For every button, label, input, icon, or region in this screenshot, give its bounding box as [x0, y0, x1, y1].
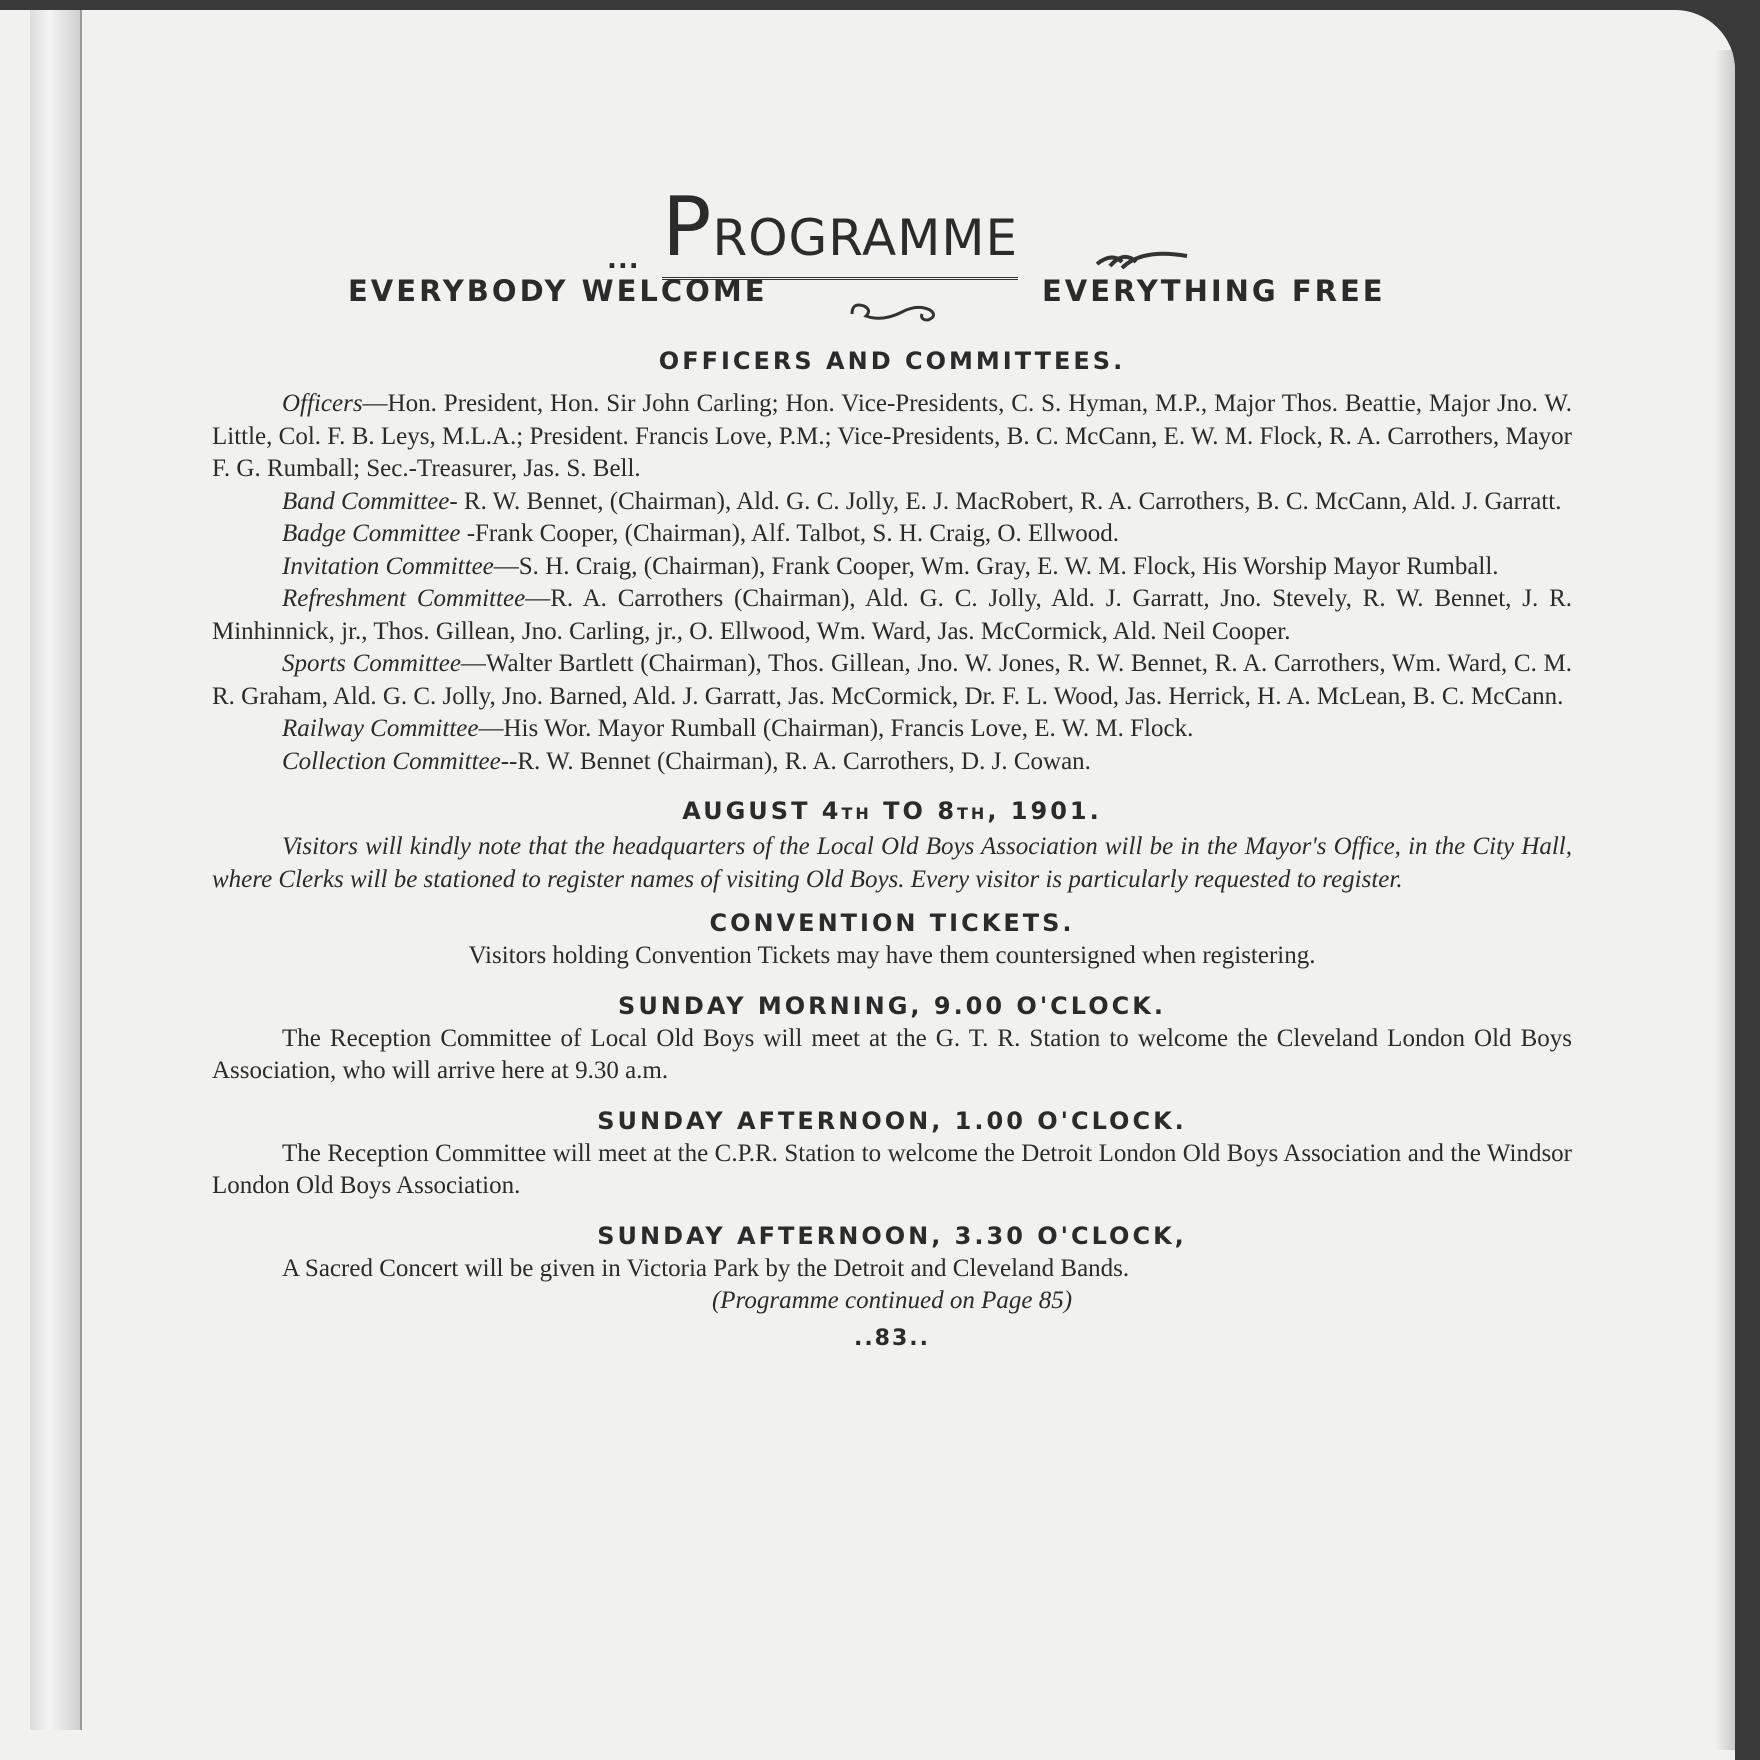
- tickets-text: Visitors holding Convention Tickets may have them countersigned when registering.: [468, 942, 1316, 969]
- event-heading: SUNDAY MORNING, 9.00 O'CLOCK.: [618, 991, 1166, 1020]
- book-binding: [30, 10, 82, 1730]
- committee-entry: Sports Committee—Walter Bartlett (Chairman), Thos. Gillean, Jno. W. Jones, R. W. Bennet, R. A. Carrothers, Wm. Ward, C. M. R. Graham, Ald. G. C. Jolly, Jno. Barned, Ald. J. Garratt, Jas. McCormick, Dr. F. L. Wood, Jas. Herrick, H. A. McLean, B. C. McCann.: [212, 650, 1572, 710]
- committee-entry: Invitation Committee—S. H. Craig, (Chairman), Frank Cooper, Wm. Gray, E. W. M. Flock, His Worship Mayor Rumball.: [282, 552, 1499, 580]
- title-rest: ROGRAMME: [712, 209, 1019, 267]
- visitors-note: Visitors will kindly note that the headquarters of the Local Old Boys Association will be in the Mayor's Office, in the City Hall, where Clerks will be stationed to register names of visiting Old Boys. Every visitor is particularly requested to register.: [212, 833, 1572, 893]
- event-text: The Reception Committee of Local Old Boys will meet at the G. T. R. Station to welcome the Cleveland London Old Boys Association, who will arrive here at 9.30 a.m.: [212, 1024, 1572, 1084]
- officers-heading: OFFICERS AND COMMITTEES.: [658, 347, 1126, 375]
- event-text: A Sacred Concert will be given in Victoria Park by the Detroit and Cleveland Bands.: [282, 1254, 1130, 1282]
- committee-entry: Refreshment Committee—R. A. Carrothers (Chairman), Ald. G. C. Jolly, Ald. J. Garratt, Jno. Stevely, R. W. Bennet, J. R. Minhinnick, jr., Thos. Gillean, Jno. Carling, jr., O. Ellwood, Wm. Ward, Jas. McCormick, Ald. Neil Cooper.: [212, 585, 1572, 645]
- page-edge: [1715, 50, 1735, 1750]
- event-text: The Reception Committee will meet at the C.P.R. Station to welcome the Detroit London Old Boys Association and the Windsor London Old Boys Association.: [212, 1139, 1572, 1199]
- page-number: ..83..: [853, 1325, 931, 1351]
- welcome-left: EVERYBODY WELCOME: [348, 274, 768, 308]
- title-dots: ...: [607, 245, 640, 275]
- continued-note: (Programme continued on Page 85): [711, 1287, 1073, 1314]
- welcome-row: [212, 274, 1572, 344]
- document-page: [0, 10, 1735, 1760]
- dates-heading: AUGUST 4TH TO 8TH, 1901.: [682, 797, 1102, 825]
- committees-list: [212, 388, 1572, 778]
- page-title: [662, 180, 1018, 280]
- welcome-right: EVERYTHING FREE: [1042, 274, 1386, 308]
- scroll-ornament-icon: [842, 296, 942, 326]
- committee-entry: Badge Committee -Frank Cooper, (Chairman), Alf. Talbot, S. H. Craig, O. Ellwood.: [282, 520, 1119, 547]
- page-content: [212, 180, 1572, 1351]
- committee-entry: Officers—Hon. President, Hon. Sir John Carling; Hon. Vice-Presidents, C. S. Hyman, M.P., Major Thos. Beattie, Major Jno. W. Little, Col. F. B. Leys, M.L.A.; President. Francis Love, P.M.; Vice-Presidents, B. C. McCann, E. W. M. Flock, R. A. Carrothers, Mayor F. G. Rumball; Sec.-Treasurer, Jas. S. Bell.: [212, 390, 1572, 482]
- committee-entry: Band Committee- R. W. Bennet, (Chairman), Ald. G. C. Jolly, E. J. MacRobert, R. A. Carrothers, B. C. McCann, Ald. J. Garratt.: [282, 487, 1562, 515]
- committee-entry: Collection Committee--R. W. Bennet (Chairman), R. A. Carrothers, D. J. Cowan.: [282, 747, 1091, 775]
- committee-entry: Railway Committee—His Wor. Mayor Rumball (Chairman), Francis Love, E. W. M. Flock.: [282, 715, 1194, 742]
- title-initial: P: [662, 180, 713, 275]
- flourish-icon: [1092, 242, 1192, 272]
- event-heading: SUNDAY AFTERNOON, 3.30 O'CLOCK,: [597, 1221, 1187, 1250]
- tickets-heading: CONVENTION TICKETS.: [709, 909, 1075, 937]
- title-row: [212, 180, 1572, 280]
- event-heading: SUNDAY AFTERNOON, 1.00 O'CLOCK.: [597, 1106, 1187, 1135]
